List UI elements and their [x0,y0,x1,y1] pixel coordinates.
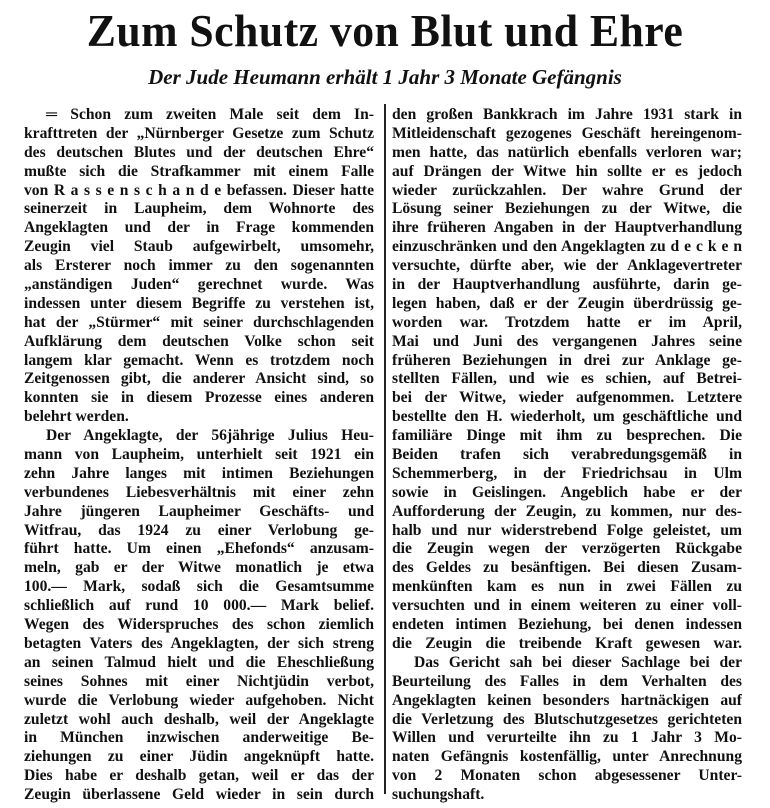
text-line: die Zeugin die treibende Kraft gewesen war. [392,634,742,652]
text-line: menkünften kam es nun in zwei Fällen zu [392,578,742,596]
text-line: langem klar gemacht. Wenn es trotzdem noch [24,351,374,369]
text-line: seinerzeit in Laupheim, dem Wohnorte des [24,200,374,218]
text-line: auf Drängen der Witwe hin sollte er es jedoch [392,162,742,180]
text-line: suchungshaft. [392,786,485,804]
text-line: Angeklagten und der in Frage kommenden [24,219,374,237]
text-line: Zeugin viel Staub aufgewirbelt, umsomehr, [24,238,374,256]
text-line: in München inzwischen anderweitige Be- [24,729,374,747]
text-line: mann von Laupheim, unterhielt seit 1921 ein [24,446,374,464]
text-line: bestellte den H. wiederholt, um geschäftliche und [392,408,742,426]
article-title: Zum Schutz von Blut und Ehre [86,5,684,56]
text-line: konnten sie in diesem Prozesse eines anderen [24,389,374,407]
text-line: Dies habe er deshalb getan, weil er das der [24,767,374,785]
column-divider [384,104,386,794]
text-line: wurde die Verlobung wieder aufgehoben. Nicht [24,691,374,709]
text-line: Schemmerberg, in der Friedrichsau in Ulm [392,464,742,482]
text-line: ihre früheren Angaben in der Hauptverhandlung [392,219,742,237]
text-line: worden war. Trotzdem hatte er im April, [392,313,742,331]
text-line: men hatte, das natürlich ebenfalls verloren war; [392,143,742,161]
text-line: ═ Schon zum zweiten Male seit dem In- [46,106,374,123]
text-line: sowie in Geislingen. Angeblich habe er der [392,483,742,501]
text-line: Jahre jüngeren Laupheimer Geschäfts- und [24,502,374,520]
text-line: indessen unter diesem Begriffe zu verstehen ist, [24,294,374,312]
text-line: endeten intimen Beziehung, bei denen indessen [392,616,742,634]
text-line: wieder zurückzahlen. Der wahre Grund der [392,181,742,199]
text-line: die Zeugin wegen der verzögerten Rückgabe [392,540,742,558]
text-line: Willen und verurteilte ihn zu 1 Jahr 3 Mo- [392,729,742,747]
text-line: zehn Jahre langes mit intimen Beziehungen [24,464,374,482]
text-line: naten Gefängnis kostenfällig, unter Anrechnung [392,748,742,766]
text-line: Mai und Juni des vergangenen Jahres seine [392,332,742,350]
text-line: Mitleidenschaft gezogenes Geschäft hereingenom- [392,124,742,142]
text-line: meln, gab er der Witwe monatlich je etwa [24,559,374,577]
text-line: ziehungen zu einer Jüdin angeknüpft hatte. [24,748,374,766]
right-column [392,106,742,805]
text-line: versuchten und in einem weiteren zu einer voll- [392,597,742,615]
text-line: Beiden trafen sich verabredungsgemäß in [392,446,742,464]
text-line: Das Gericht sah bei dieser Sachlage bei der [414,653,742,671]
text-line: hat der „Stürmer“ mit seiner durchschlagenden [24,313,374,331]
text-line: Zeugin überlassene Geld wieder in sein durch [24,786,374,804]
text-line: 100.— Mark, sodaß sich die Gesamtsumme [24,578,374,596]
article-subtitle: Der Jude Heumann erhält 1 Jahr 3 Monate Gefängnis [148,65,622,89]
text-line: mußte sich die Strafkammer mit einem Falle [24,162,374,180]
text-line: des deutschen Blutes und der deutschen Ehre“ [24,143,374,161]
text-line: Beurteilung des Falles in dem Verhalten des [392,672,742,690]
text-line: halb und nur widerstrebend Folge geleistet, um [392,521,742,539]
text-line: Wegen des Widerspruches des schon ziemlich [24,616,374,634]
text-line: an seinen Talmud hielt und die Eheschließung [24,653,374,671]
text-line: betagten Vaters des Angeklagten, der sich streng [24,634,374,652]
text-line: des Geldes zu besänftigen. Bei diesen Zusam- [392,559,742,577]
text-line: Witfrau, das 1924 zu einer Verlobung ge- [24,521,374,539]
text-line: in der Hauptverhandlung ausführte, darin ge- [392,276,742,294]
text-line: zuletzt wohl auch deshalb, weil der Angeklagte [24,710,374,728]
text-line: belehrt werden. [24,408,129,426]
text-line: Angeklagten keinen besonders hartnäckigen auf [392,691,742,709]
text-line: Aufforderung der Zeugin, zu kommen, nur des- [392,502,742,520]
text-line: von 2 Monaten schon abgesessener Unter- [392,767,742,785]
left-column [24,106,374,805]
text-line: den großen Bankkrach im Jahre 1931 stark in [392,106,742,123]
text-line: Aufklärung dem deutschen Volke schon seit [24,332,374,350]
text-line: krafttreten der „Nürnberger Gesetze zum Schutz [24,124,374,142]
text-line: stellten Fällen, und wie es schien, auf Betrei- [392,370,742,388]
text-line: seines Sohnes mit einer Nichtjüdin verbot, [24,672,374,690]
text-line: führt hatte. Um einen „Ehefonds“ anzusam- [24,540,374,558]
text-line: Zeitgenossen gibt, die anderer Ansicht sind, so [24,370,374,388]
text-line: einzuschränken und den Angeklagten zu d e c k e n [392,238,742,256]
text-line: bei der Witwe, wieder aufgenommen. Letztere [392,389,742,407]
text-line: versuchte, dürfte aber, wie der Anklagevertreter [392,257,742,275]
text-line: verbundenes Liebesverhältnis mit einer zehn [24,483,374,501]
text-line: familiäre Dinge mit ihm zu besprechen. Die [392,427,742,445]
text-line: Der Angeklagte, der 56jährige Julius Heu- [46,427,374,445]
text-line: als Ersterer noch immer zu den sogenannten [24,257,374,275]
text-line: „anständigen Juden“ gerechnet wurde. Was [24,276,374,294]
text-line: die Verletzung des Blutschutzgesetzes gerichteten [392,710,742,728]
text-line: früheren Beziehungen in drei zur Anklage ge- [392,351,742,369]
text-line: Lösung seiner Beziehungen zu der Witwe, die [392,200,742,218]
text-line: von R a s s e n s c h a n d e befassen. Dieser hatte [24,181,374,199]
text-line: schließlich auf rund 10 000.— Mark belief. [24,597,374,615]
text-line: legen haben, daß er der Zeugin überdrüssig ge- [392,294,742,312]
